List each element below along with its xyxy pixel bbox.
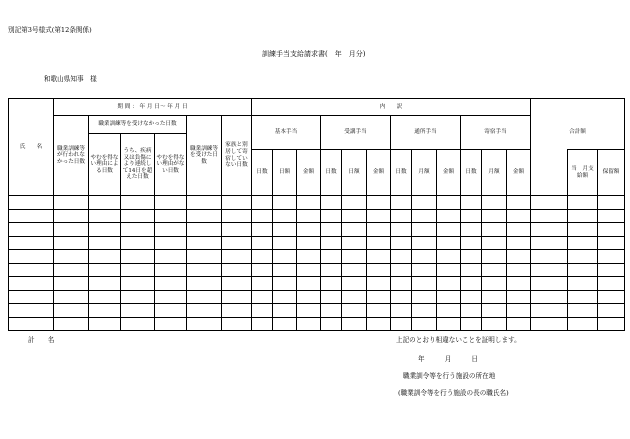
table-cell[interactable] [273, 223, 297, 237]
table-cell[interactable] [273, 209, 297, 223]
table-cell[interactable] [321, 250, 342, 264]
table-cell[interactable] [342, 209, 367, 223]
table-cell[interactable] [342, 223, 367, 237]
table-cell[interactable] [507, 209, 531, 223]
table-cell[interactable] [482, 209, 507, 223]
lodging-amount-header: 金額 [507, 150, 531, 196]
unavoidable-reason-days-header: やむを得ない理由による日数 [89, 134, 121, 196]
table-row [9, 290, 625, 304]
certification-text: 上記のとおり相違ないことを証明します。 [396, 336, 521, 344]
table-cell[interactable] [391, 209, 412, 223]
table-cell[interactable] [412, 196, 437, 210]
table-cell[interactable] [89, 236, 121, 250]
period-header: 期 間 ： 年 月 日～ 年 月 日 [54, 99, 252, 116]
table-cell[interactable] [531, 277, 568, 291]
table-cell[interactable] [568, 304, 598, 318]
table-cell[interactable] [155, 277, 187, 291]
table-cell[interactable] [391, 250, 412, 264]
table-cell[interactable] [121, 263, 155, 277]
table-cell[interactable] [367, 304, 391, 318]
basic-days-header: 日数 [252, 150, 273, 196]
table-cell[interactable] [598, 263, 625, 277]
table-cell[interactable] [9, 304, 54, 318]
table-cell[interactable] [222, 236, 252, 250]
table-row [9, 209, 625, 223]
table-cell[interactable] [9, 290, 54, 304]
table-cell[interactable] [342, 290, 367, 304]
table-cell[interactable] [391, 223, 412, 237]
table-cell[interactable] [89, 290, 121, 304]
table-cell[interactable] [482, 236, 507, 250]
table-cell[interactable] [89, 196, 121, 210]
not-received-days-header: 職業訓練等を受けなかった日数 [89, 116, 187, 134]
table-cell[interactable] [482, 263, 507, 277]
table-cell[interactable] [531, 196, 568, 210]
total-header-top [531, 99, 625, 116]
table-cell[interactable] [461, 236, 482, 250]
table-cell[interactable] [89, 223, 121, 237]
table-cell[interactable] [461, 196, 482, 210]
table-cell[interactable] [252, 223, 273, 237]
table-cell[interactable] [568, 236, 598, 250]
table-cell[interactable] [297, 304, 321, 318]
table-cell[interactable] [252, 209, 273, 223]
table-cell[interactable] [9, 317, 54, 331]
table-cell[interactable] [437, 250, 461, 264]
table-cell[interactable] [222, 196, 252, 210]
table-cell[interactable] [54, 196, 89, 210]
table-cell[interactable] [598, 304, 625, 318]
table-cell[interactable] [437, 196, 461, 210]
table-cell[interactable] [54, 223, 89, 237]
table-cell[interactable] [187, 290, 222, 304]
table-cell[interactable] [568, 209, 598, 223]
table-cell[interactable] [54, 304, 89, 318]
table-cell[interactable] [342, 196, 367, 210]
lecture-amount-header: 金額 [367, 150, 391, 196]
table-cell[interactable] [9, 250, 54, 264]
table-cell[interactable] [531, 317, 568, 331]
commute-monthly-header: 月額 [412, 150, 437, 196]
table-cell[interactable] [598, 196, 625, 210]
breakdown-header: 内 訳 [252, 99, 531, 116]
table-cell[interactable] [461, 304, 482, 318]
certification-date: 年 月 日 [418, 355, 478, 363]
table-cell[interactable] [273, 290, 297, 304]
table-cell[interactable] [367, 209, 391, 223]
table-cell[interactable] [54, 209, 89, 223]
table-cell[interactable] [222, 277, 252, 291]
table-cell[interactable] [598, 250, 625, 264]
table-cell[interactable] [89, 209, 121, 223]
table-cell[interactable] [297, 236, 321, 250]
table-cell[interactable] [121, 290, 155, 304]
table-cell[interactable] [297, 196, 321, 210]
table-cell[interactable] [121, 196, 155, 210]
table-cell[interactable] [507, 196, 531, 210]
table-cell[interactable] [568, 277, 598, 291]
table-cell[interactable] [507, 223, 531, 237]
table-cell[interactable] [155, 196, 187, 210]
table-cell[interactable] [367, 223, 391, 237]
table-cell[interactable] [155, 263, 187, 277]
table-cell[interactable] [412, 290, 437, 304]
table-cell[interactable] [187, 236, 222, 250]
table-row [9, 304, 625, 318]
table-cell[interactable] [187, 317, 222, 331]
basic-amount-header: 金額 [297, 150, 321, 196]
table-cell[interactable] [222, 263, 252, 277]
table-cell[interactable] [461, 277, 482, 291]
document-title: 訓練手当支給請求書( 年 月分) [262, 50, 366, 58]
table-cell[interactable] [222, 304, 252, 318]
table-cell[interactable] [321, 304, 342, 318]
table-cell[interactable] [598, 277, 625, 291]
table-cell[interactable] [121, 209, 155, 223]
table-cell[interactable] [367, 250, 391, 264]
lodging-days-header: 日数 [461, 150, 482, 196]
table-cell[interactable] [482, 223, 507, 237]
table-cell[interactable] [391, 317, 412, 331]
table-cell[interactable] [89, 304, 121, 318]
table-cell[interactable] [412, 250, 437, 264]
table-cell[interactable] [252, 250, 273, 264]
table-cell[interactable] [321, 196, 342, 210]
table-cell[interactable] [391, 263, 412, 277]
table-cell[interactable] [437, 223, 461, 237]
table-cell[interactable] [9, 196, 54, 210]
table-cell[interactable] [482, 196, 507, 210]
table-cell[interactable] [321, 209, 342, 223]
table-cell[interactable] [507, 290, 531, 304]
table-cell[interactable] [155, 209, 187, 223]
table-cell[interactable] [54, 263, 89, 277]
table-cell[interactable] [321, 317, 342, 331]
table-cell[interactable] [568, 263, 598, 277]
table-cell[interactable] [461, 317, 482, 331]
table-cell[interactable] [598, 223, 625, 237]
table-cell[interactable] [391, 236, 412, 250]
table-cell[interactable] [412, 236, 437, 250]
table-cell[interactable] [252, 236, 273, 250]
table-cell[interactable] [222, 317, 252, 331]
table-cell[interactable] [367, 277, 391, 291]
table-cell[interactable] [9, 277, 54, 291]
total-header: 合計額 [531, 116, 625, 150]
table-cell[interactable] [187, 263, 222, 277]
lodging-monthly-header: 月額 [482, 150, 507, 196]
table-cell[interactable] [437, 317, 461, 331]
lecture-day-amount-header: 日額 [342, 150, 367, 196]
table-cell[interactable] [89, 317, 121, 331]
table-cell[interactable] [252, 290, 273, 304]
table-row [9, 317, 625, 331]
table-cell[interactable] [187, 277, 222, 291]
table-cell[interactable] [155, 290, 187, 304]
table-cell[interactable] [531, 304, 568, 318]
table-cell[interactable] [273, 196, 297, 210]
table-cell[interactable] [54, 250, 89, 264]
table-cell[interactable] [568, 290, 598, 304]
table-cell[interactable] [568, 250, 598, 264]
table-cell[interactable] [252, 304, 273, 318]
table-cell[interactable] [342, 317, 367, 331]
lecture-days-header: 日数 [321, 150, 342, 196]
table-cell[interactable] [367, 290, 391, 304]
current-month-paid-header: 当 月支給額 [568, 150, 598, 196]
table-cell[interactable] [367, 196, 391, 210]
table-cell[interactable] [437, 209, 461, 223]
table-cell[interactable] [273, 304, 297, 318]
table-cell[interactable] [155, 250, 187, 264]
table-cell[interactable] [482, 304, 507, 318]
table-row [9, 263, 625, 277]
table-cell[interactable] [531, 290, 568, 304]
table-cell[interactable] [531, 236, 568, 250]
lodging-allowance-header: 寄宿手当 [461, 116, 531, 150]
table-row [9, 236, 625, 250]
commute-days-header: 日数 [391, 150, 412, 196]
table-cell[interactable] [121, 317, 155, 331]
table-cell[interactable] [321, 277, 342, 291]
table-cell[interactable] [482, 290, 507, 304]
form-number: 別記第3号様式(第12条関係) [8, 26, 92, 34]
table-cell[interactable] [273, 263, 297, 277]
table-cell[interactable] [9, 263, 54, 277]
table-cell[interactable] [9, 209, 54, 223]
table-cell[interactable] [412, 223, 437, 237]
table-cell[interactable] [461, 290, 482, 304]
table-cell[interactable] [412, 277, 437, 291]
table-cell[interactable] [531, 263, 568, 277]
table-cell[interactable] [297, 277, 321, 291]
table-cell[interactable] [437, 304, 461, 318]
table-cell[interactable] [121, 304, 155, 318]
table-row [9, 223, 625, 237]
table-cell[interactable] [297, 263, 321, 277]
table-cell[interactable] [391, 290, 412, 304]
table-cell[interactable] [507, 263, 531, 277]
table-cell[interactable] [367, 263, 391, 277]
table-cell[interactable] [461, 223, 482, 237]
table-cell[interactable] [121, 277, 155, 291]
no-unavoidable-reason-days-header: やむを得ない理由がない日数 [155, 134, 187, 196]
table-cell[interactable] [187, 304, 222, 318]
table-cell[interactable] [391, 304, 412, 318]
table-cell[interactable] [507, 277, 531, 291]
table-cell[interactable] [155, 304, 187, 318]
claim-table [8, 98, 625, 331]
table-cell[interactable] [54, 236, 89, 250]
facility-address-label: 職業訓令等を行う施設の所在地 [403, 372, 496, 380]
table-cell[interactable] [297, 317, 321, 331]
basic-allowance-header: 基本手当 [252, 116, 321, 150]
table-cell[interactable] [437, 277, 461, 291]
table-cell[interactable] [437, 263, 461, 277]
table-cell[interactable] [412, 209, 437, 223]
total-label: 計 名 [28, 336, 55, 344]
table-cell[interactable] [121, 223, 155, 237]
table-cell[interactable] [437, 290, 461, 304]
table-row [9, 277, 625, 291]
table-cell[interactable] [507, 236, 531, 250]
table-cell[interactable] [54, 317, 89, 331]
table-cell[interactable] [342, 304, 367, 318]
table-cell[interactable] [222, 250, 252, 264]
data-rows [9, 196, 625, 331]
table-cell[interactable] [89, 263, 121, 277]
commute-allowance-header: 通所手当 [391, 116, 461, 150]
table-cell[interactable] [54, 290, 89, 304]
table-cell[interactable] [273, 236, 297, 250]
table-cell[interactable] [252, 277, 273, 291]
table-cell[interactable] [121, 236, 155, 250]
table-cell[interactable] [367, 317, 391, 331]
table-cell[interactable] [482, 277, 507, 291]
table-cell[interactable] [531, 250, 568, 264]
table-cell[interactable] [391, 277, 412, 291]
table-cell[interactable] [222, 209, 252, 223]
table-cell[interactable] [155, 236, 187, 250]
table-cell[interactable] [252, 317, 273, 331]
separate-living-days-header: 家族と別居して寄宿していない日数 [222, 116, 252, 196]
table-cell[interactable] [342, 250, 367, 264]
table-cell[interactable] [412, 263, 437, 277]
table-cell[interactable] [252, 196, 273, 210]
basic-day-amount-header: 日額 [273, 150, 297, 196]
table-cell[interactable] [54, 277, 89, 291]
table-cell[interactable] [187, 209, 222, 223]
table-cell[interactable] [89, 250, 121, 264]
lecture-allowance-header: 受講手当 [321, 116, 391, 150]
table-cell[interactable] [89, 277, 121, 291]
table-cell[interactable] [297, 250, 321, 264]
table-cell[interactable] [482, 317, 507, 331]
table-cell[interactable] [568, 196, 598, 210]
table-cell[interactable] [9, 236, 54, 250]
name-header: 氏 名 [9, 99, 54, 196]
table-cell[interactable] [461, 250, 482, 264]
table-cell[interactable] [222, 223, 252, 237]
table-cell[interactable] [531, 223, 568, 237]
table-cell[interactable] [568, 223, 598, 237]
table-cell[interactable] [297, 209, 321, 223]
table-cell[interactable] [598, 209, 625, 223]
table-cell[interactable] [297, 223, 321, 237]
table-cell[interactable] [187, 196, 222, 210]
table-row [9, 196, 625, 210]
table-cell[interactable] [342, 236, 367, 250]
table-cell[interactable] [273, 250, 297, 264]
table-cell[interactable] [273, 277, 297, 291]
table-cell[interactable] [531, 209, 568, 223]
table-cell[interactable] [342, 277, 367, 291]
table-cell[interactable] [321, 263, 342, 277]
table-cell[interactable] [367, 236, 391, 250]
table-row [9, 250, 625, 264]
table-cell[interactable] [9, 223, 54, 237]
table-cell[interactable] [187, 250, 222, 264]
table-cell[interactable] [437, 236, 461, 250]
table-cell[interactable] [598, 236, 625, 250]
addressee: 和歌山県知事 様 [44, 75, 97, 83]
reserved-amount-header: 保留額 [598, 150, 625, 196]
table-cell[interactable] [155, 317, 187, 331]
total-blank-cell [531, 150, 568, 196]
table-cell[interactable] [507, 304, 531, 318]
table-cell[interactable] [155, 223, 187, 237]
table-cell[interactable] [461, 263, 482, 277]
table-cell[interactable] [321, 223, 342, 237]
not-attended-days-header: 職業訓練等が行われなかった日数 [54, 116, 89, 196]
table-cell[interactable] [507, 317, 531, 331]
commute-amount-header: 金額 [437, 150, 461, 196]
table-cell[interactable] [598, 317, 625, 331]
table-cell[interactable] [222, 290, 252, 304]
table-cell[interactable] [297, 290, 321, 304]
table-cell[interactable] [321, 236, 342, 250]
table-cell[interactable] [252, 263, 273, 277]
table-cell[interactable] [507, 250, 531, 264]
table-cell[interactable] [412, 304, 437, 318]
table-cell[interactable] [412, 317, 437, 331]
table-cell[interactable] [342, 263, 367, 277]
table-cell[interactable] [273, 317, 297, 331]
sickness-days-header: うち、疾病又は負傷により連続して14日を超えた日数 [121, 134, 155, 196]
table-cell[interactable] [321, 290, 342, 304]
received-days-header: 職業訓練等を受けた日数 [187, 116, 222, 196]
table-cell[interactable] [482, 250, 507, 264]
table-cell[interactable] [461, 209, 482, 223]
table-cell[interactable] [391, 196, 412, 210]
table-cell[interactable] [121, 250, 155, 264]
table-cell[interactable] [187, 223, 222, 237]
table-cell[interactable] [568, 317, 598, 331]
facility-head-label: (職業訓令等を行う施設の長の職氏名) [398, 389, 509, 397]
table-cell[interactable] [598, 290, 625, 304]
